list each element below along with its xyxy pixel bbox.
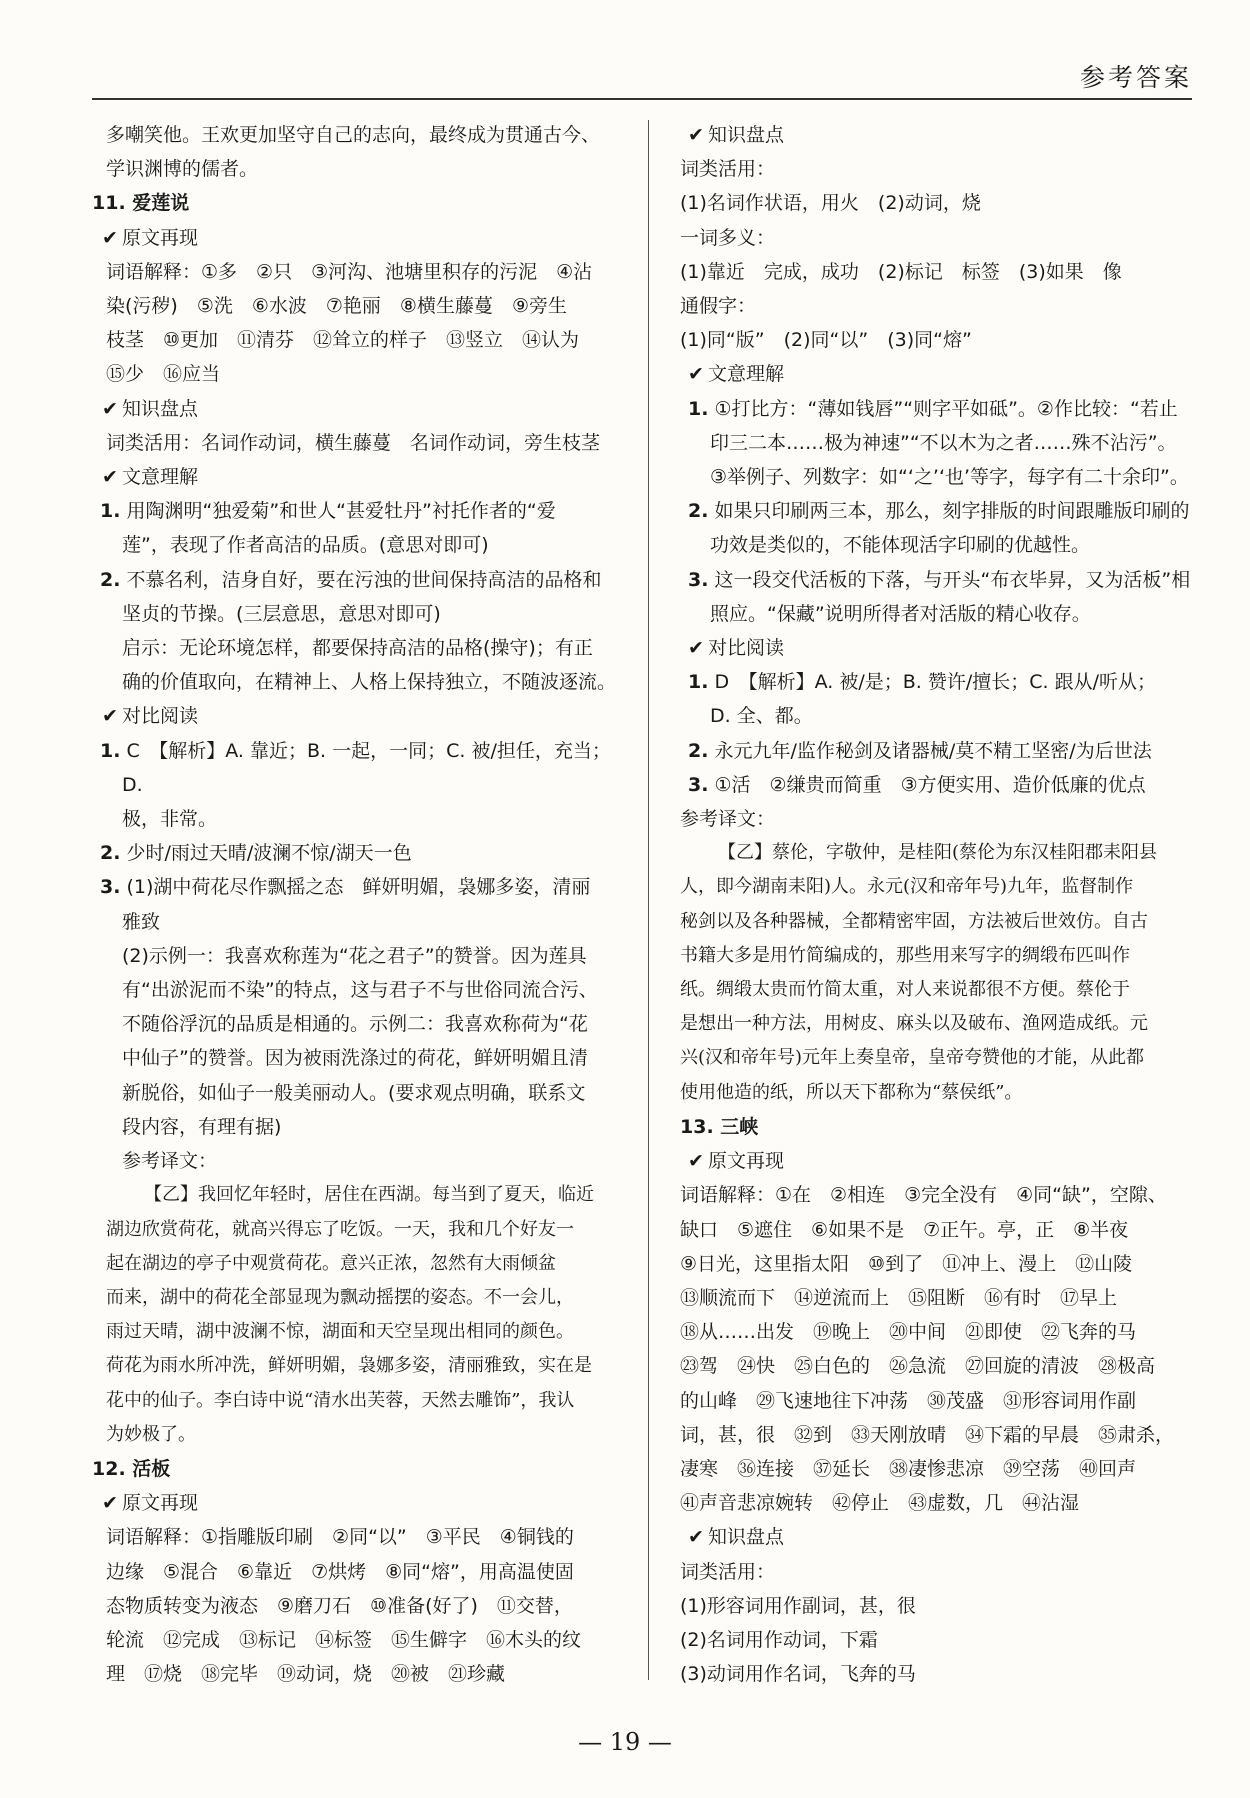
item-number: 2. [688,500,709,523]
translation-paragraph: 【乙】我回忆年轻时，居住在西湖。每当到了夏天，临近 [144,1184,594,1206]
item-text: ①打比方：“薄如钱唇”“则字平如砥”。②作比较：“若止 [714,397,1178,420]
translation-line: 花中的仙子。李白诗中说“清水出芙蓉，天然去雕饰”，我认 [106,1389,575,1411]
item-number: 2. [100,842,121,865]
answer-item [680,392,1198,426]
text-line: 参考译文： [680,808,776,831]
answer-item [680,665,1198,699]
answer-continuation: 极，非常。 [122,808,218,831]
check-mark-icon: ✔ [102,226,118,249]
item-number: 3. [688,568,709,591]
subsection-heading [92,1486,622,1520]
check-mark-icon: ✔ [688,363,704,386]
text-line: 凄寒 ㊱连接 ㊲延长 ㊳凄惨悲凉 ㊴空荡 ㊵回声 [680,1457,1137,1480]
subsection-label: 文意理解 [708,363,785,386]
item-text: (1)湖中荷花尽作飘摇之态 鲜妍明媚，袅娜多姿，清丽 [126,876,591,899]
translation-line: 兴(汉和帝年号)元年上奏皇帝，皇帝夸赞他的才能，从此都 [680,1047,1145,1069]
text-line: 态物质转变为液态 ⑨磨刀石 ⑩准备(好了) ⑪交替， [106,1594,573,1617]
text-line: 轮流 ⑫完成 ⑬标记 ⑭标签 ⑮生僻字 ⑯木头的纹 [106,1628,582,1651]
translation-line: 而来，湖中的荷花全部显现为飘动摇摆的姿态。不一会儿， [106,1286,574,1308]
answer-continuation: 雅致 [122,910,161,933]
text-line: 词语解释：①多 ②只 ③河沟、池塘里积存的污泥 ④沾 [106,260,593,283]
subsection-heading [680,1520,1198,1554]
answer-item [680,563,1198,597]
text-line: ㊶声音悲凉婉转 ㊷停止 ㊸虚数，几 ㊹沾湿 [680,1492,1080,1515]
subsection-heading [92,221,622,255]
text-line: 词语解释：①指雕版印刷 ②同“以” ③平民 ④铜钱的 [106,1526,574,1549]
subsection-label: 原文再现 [122,226,199,249]
answer-continuation: 段内容，有理有据) [122,1115,282,1138]
translation-line: 荷花为雨水所冲洗，鲜妍明媚，袅娜多姿，清丽雅致，实在是 [106,1355,592,1377]
item-number: 2. [100,568,121,591]
text-line: ㉓驾 ㉔快 ㉕白色的 ㉖急流 ㉗回旋的清波 ㉘极高 [680,1355,1156,1378]
answer-item [680,734,1198,768]
translation-line: 是想出一种方法，用树皮、麻头以及破布、渔网造成纸。元 [680,1013,1148,1035]
section-heading: 12. 活板 [92,1457,171,1480]
text-line: 染(污秽) ⑤洗 ⑥水波 ⑦艳丽 ⑧横生藤蔓 ⑨旁生 [106,295,567,318]
check-mark-icon: ✔ [688,1526,704,1549]
answer-continuation: 有“出淤泥而不染”的特点，这与君子不与世俗同流合污、 [122,979,598,1002]
text-line: (1)同“版” (2)同“以” (3)同“熔” [680,329,972,352]
translation-line: 为妙极了。 [106,1423,196,1445]
answer-continuation: 参考译文： [122,1150,218,1173]
subsection-heading [92,460,622,494]
page-header-title: 参考答案 [1079,63,1192,92]
page-number: — 19 — [578,1728,672,1756]
text-line: ⑮少 ⑯应当 [106,363,221,386]
answer-continuation: 新脱俗，如仙子一般美丽动人。(要求观点明确，联系文 [122,1081,586,1104]
column-divider [648,120,649,1680]
text-line: 枝茎 ⑩更加 ⑪清芬 ⑫耸立的样子 ⑬竖立 ⑭认为 [106,329,580,352]
answer-item [92,494,622,528]
text-line: (1)靠近 完成，成功 (2)标记 标签 (3)如果 像 [680,260,1122,283]
subsection-label: 对比阅读 [122,705,199,728]
text-line: 一词多义： [680,226,776,249]
check-mark-icon: ✔ [102,705,118,728]
answer-continuation: 功效是类似的，不能体现活字印刷的优越性。 [710,534,1091,557]
text-line: ⑬顺流而下 ⑭逆流而上 ⑮阻断 ⑯有时 ⑰早上 [680,1286,1118,1309]
text-line: 通假字： [680,295,757,318]
answer-continuation: 启示：无论环境怎样，都要保持高洁的品格(操守)；有正 [122,637,593,660]
item-number: 1. [688,397,709,420]
translation-line: 秘剑以及各种器械，全都精密牢固，方法被后世效仿。自古 [680,910,1148,932]
text-line: 词类活用： [680,158,776,181]
item-number: 1. [688,671,709,694]
answer-continuation: 照应。“保藏”说明所得者对活版的精心收存。 [710,602,1091,625]
item-text: 少时/雨过天晴/波澜不惊/湖天一色 [126,842,412,865]
translation-line: 人，即今湖南耒阳)人。永元(汉和帝年号)九年，监督制作 [680,876,1134,898]
item-text: C 【解析】A. 靠近；B. 一起，一同；C. 被/担任，充当；D. [122,739,611,796]
translation-line: 使用他造的纸，所以天下都称为“蔡侯纸”。 [680,1081,1023,1103]
translation-line: 书籍大多是用竹简编成的，那些用来写字的绸缎布匹叫作 [680,944,1130,966]
item-number: 3. [688,773,709,796]
item-text: 这一段交代活板的下落，与开头“布衣毕昇，又为活板”相 [714,568,1191,591]
item-number: 3. [100,876,121,899]
item-number: 1. [100,739,121,762]
section-heading: 13. 三峡 [680,1115,759,1138]
text-line: (3)动词用作名词，飞奔的马 [680,1663,916,1686]
subsection-heading [680,1144,1198,1178]
text-line: (2)名词用作动词，下霜 [680,1628,878,1651]
answer-item [680,768,1198,802]
translation-line: 纸。绸缎太贵而竹简太重，对人来说都很不方便。蔡伦于 [680,979,1130,1001]
text-line: 多嘲笑他。王欢更加坚守自己的志向，最终成为贯通古今、 [106,124,601,146]
header-rule [92,98,1192,100]
check-mark-icon: ✔ [102,397,118,420]
text-line: (1)形容词用作副词，甚，很 [680,1594,916,1617]
answer-continuation: 莲”，表现了作者高洁的品质。(意思对即可) [122,534,489,557]
subsection-label: 对比阅读 [708,637,785,660]
subsection-label: 知识盘点 [708,1526,785,1549]
translation-line: 起在湖边的亭子中观赏荷花。意兴正浓，忽然有大雨倾盆 [106,1252,556,1274]
subsection-label: 知识盘点 [708,124,785,146]
check-mark-icon: ✔ [688,1150,704,1173]
answer-continuation: 印三二本……极为神速”“不以木为之者……殊不沾污”。 [710,431,1177,454]
check-mark-icon: ✔ [102,1492,118,1515]
subsection-heading [680,357,1198,391]
subsection-heading [92,392,622,426]
subsection-heading [680,631,1198,665]
text-line: 词类活用：名词作动词，横生藤蔓 名词作动词，旁生枝茎 [106,431,601,454]
answer-item [680,494,1198,528]
item-text: 不慕名利，洁身自好，要在污浊的世间保持高洁的品格和 [126,568,602,591]
answer-continuation: 中仙子”的赞誉。因为被雨洗涤过的荷花，鲜妍明媚且清 [122,1047,588,1070]
text-line: 理 ⑰烧 ⑱完毕 ⑲动词，烧 ⑳被 ㉑珍藏 [106,1663,506,1686]
text-line: ⑨日光，这里指太阳 ⑩到了 ⑪冲上、漫上 ⑫山陵 [680,1252,1133,1275]
text-line: 词类活用： [680,1560,776,1583]
item-number: 1. [100,500,121,523]
text-line: 词，甚，很 ㉜到 ㉝天刚放晴 ㉞下霜的早晨 ㉟肃杀， [680,1423,1175,1446]
answer-continuation: (2)示例一：我喜欢称莲为“花之君子”的赞誉。因为莲具 [122,944,587,967]
text-line: ⑱从……出发 ⑲晚上 ⑳中间 ㉑即使 ㉒飞奔的马 [680,1321,1137,1344]
left-column [92,118,622,1691]
subsection-label: 知识盘点 [122,397,199,420]
answer-continuation: 坚贞的节操。(三层意思，意思对即可) [122,602,441,625]
item-text: D 【解析】A. 被/是；B. 赞许/擅长；C. 跟从/听从； [714,671,1157,694]
answer-continuation: 不随俗浮沉的品质是相通的。示例二：我喜欢称荷为“花 [122,1013,588,1036]
text-line: 的山峰 ㉙飞速地往下冲荡 ㉚茂盛 ㉛形容词用作副 [680,1389,1137,1412]
text-line: 边缘 ⑤混合 ⑥靠近 ⑦烘烤 ⑧同“熔”，用高温使固 [106,1560,574,1583]
answer-item [92,563,622,597]
subsection-label: 原文再现 [708,1150,785,1173]
text-line: (1)名词作状语，用火 (2)动词，烧 [680,192,981,215]
answer-continuation: ③举例子、列数字：如“‘之’‘也’等字，每字有二十余印”。 [710,466,1189,489]
subsection-heading [680,118,1198,152]
subsection-label: 原文再现 [122,1492,199,1515]
item-number: 2. [688,739,709,762]
check-mark-icon: ✔ [688,637,704,660]
item-text: 永元九年/监作秘剑及诸器械/莫不精工坚密/为后世法 [714,739,1152,762]
item-text: ①活 ②缣贵而简重 ③方便实用、造价低廉的优点 [714,773,1146,796]
answer-item [92,734,622,802]
answer-item [92,836,622,870]
answer-continuation: D. 全、都。 [710,705,813,728]
check-mark-icon: ✔ [688,124,704,146]
translation-paragraph: 【乙】蔡伦，字敬仲，是桂阳(蔡伦为东汉桂阳郡耒阳县 [718,842,1158,864]
answer-item [92,870,622,904]
right-column [680,118,1198,1691]
check-mark-icon: ✔ [102,466,118,489]
item-text: 用陶渊明“独爱菊”和世人“甚爱牡丹”衬托作者的“爱 [126,500,556,523]
text-line: 缺口 ⑤遮住 ⑥如果不是 ⑦正午。亭，正 ⑧半夜 [680,1218,1129,1241]
subsection-label: 文意理解 [122,466,199,489]
subsection-heading [92,699,622,733]
answer-continuation: 确的价值取向，在精神上、人格上保持独立，不随波逐流。 [122,671,617,694]
translation-line: 湖边欣赏荷花，就高兴得忘了吃饭。一天，我和几个好友一 [106,1218,574,1240]
section-heading: 11. 爱莲说 [92,192,190,215]
translation-line: 雨过天晴，湖中波澜不惊，湖面和天空呈现出相同的颜色。 [106,1321,574,1343]
text-line: 词语解释：①在 ②相连 ③完全没有 ④同“缺”，空隙、 [680,1184,1167,1207]
text-line: 学识渊博的儒者。 [106,158,259,181]
item-text: 如果只印刷两三本，那么，刻字排版的时间跟雕版印刷的 [714,500,1190,523]
